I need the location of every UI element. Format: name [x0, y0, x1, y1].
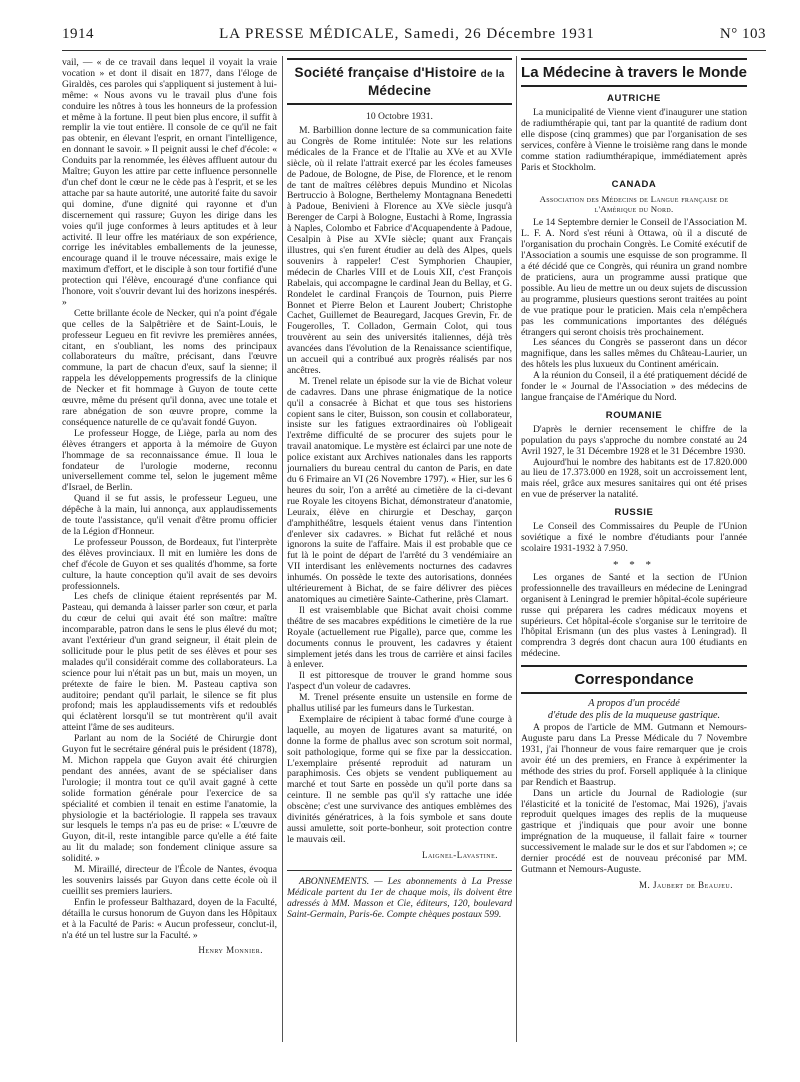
- paragraph: D'après le dernier recensement le chiffre de la population du pays s'approche du nombre constaté au 24 Avril 1927, le 31 Décembre 1928 et le 31 Décembre 1930.: [521, 423, 747, 457]
- paragraph: Quand il se fut assis, le professeur Legueu, une dépêche à la main, lui annonça, aux applaudissements de toute l'assistance, qu'il venait d'être promu officier de la Légion d'Honneur.: [62, 493, 277, 537]
- paragraph: Aujourd'hui le nombre des habitants est de 17.820.000 au lieu de 17.373.000 en 1928, soit un accroissement lent, mais réel, grâce aux mesures sanitaires qui ont été prises en vue de préserver la natalité.: [521, 456, 747, 501]
- paragraph: Les séances du Congrès se passeront dans un décor magnifique, dans les salles mêmes du Château-Laurier, un des hôtels les plus luxueux du Continent américain.: [521, 337, 747, 371]
- running-header: [62, 26, 766, 46]
- paragraph: Enfin le professeur Balthazard, doyen de la Faculté, détailla le cursus honorum de Guyon dans les Hôpitaux et à la Faculté de Paris: « Aucun professeur, conclut-il, n'a été un tel lustre sur la Faculté. »: [62, 896, 277, 941]
- paragraph: La municipalité de Vienne vient d'inaugurer une station de radiumthérapie qui, tant par la quantité de radium dont elle dispose (cinq grammes) que par l'organisation de ses services, confère à Vienne le troisième rang dans le monde comme station radiumthérapique, immédiatement après Paris et Stockholm.: [521, 107, 747, 173]
- subscription-text: ABONNEMENTS. — Les abonnements à La Presse Médicale partent du 1er de chaque mois, ils doivent être adressés à MM. Masson et Cie, éditeurs, 120, boulevard Saint-Germain, Paris-6e. Compte chèques postaux 599.: [287, 875, 512, 920]
- column-middle: [287, 58, 512, 1042]
- letter-heading-line2: d'étude des plis de la muqueuse gastrique.: [547, 709, 721, 721]
- paragraph: Il est vraisemblable que Bichat avait choisi comme théâtre de ses macabres expéditions le cimetière de la rue Royale (actuellement rue Pigalle), parce que, comme les documents connus le prouvent, les cadavres y étaient simplement jetés dans les trous de carrière et ainsi faciles à enlever.: [287, 604, 512, 671]
- paragraph: Parlant au nom de la Société de Chirurgie dont Guyon fut le secrétaire général puis le président (1878), M. Michon rappela que Guyon avait été chirurgien pendant des années, avant de se spécialiser dans l'urologie; il montra tout ce qu'il avait gagné à cette solide formation générale pour l'exercice de sa spécialité et combien il tenait en estime l'anatomie, la physiologie et la bactériologie. Il rappela ses travaux sur lesquels le temps n'a pas eu de prise: « L'œuvre de Guyon, dit-il, reste intangible parce qu'elle a été faite au lit du malade; son fondement clinique assure sa solidité. »: [62, 733, 277, 865]
- country-subheading: Association des Médecins de Langue française de l'Amérique du Nord.: [539, 194, 729, 215]
- country-heading: RUSSIE: [614, 507, 654, 519]
- paragraph: Cette brillante école de Necker, qui n'a point d'égale que celles de la Salpêtrière et de Saint-Louis, le professeur Legueu en fit revivre les premières années, citant, en s'oubliant, les noms des principaux collaborateurs du maître, précisant, dans l'œuvre commune, la part de chacun d'eux, sauf la sienne; il rappela les développements progressifs de la clinique de Necker et fit hommage à Guyon de toute cette œuvre, même du présent qu'il donna, avec une totale et rare abnégation de son œuvre propre, comme la conséquence naturelle de ce qu'avait fondé Guyon.: [62, 307, 277, 428]
- session-date: 10 Octobre 1931.: [366, 111, 433, 122]
- subscription-notice: [287, 870, 512, 921]
- section-title-small: de la: [480, 69, 505, 80]
- author-signature: Henry Monnier.: [198, 945, 263, 956]
- page-year: 1914: [62, 26, 94, 42]
- paragraph: A la réunion du Conseil, il a été pratiquement décidé de fonder le « Journal de l'Association » des médecins de langue française de l'Amérique du Nord.: [521, 370, 747, 403]
- issue-number: N° 103: [719, 26, 766, 42]
- section-header-monde: [521, 58, 747, 87]
- section-header-correspondance: [521, 665, 747, 694]
- paragraph: Le 14 Septembre dernier le Conseil de l'Association M. L. F. A. Nord s'est réuni à Ottawa, où il a discuté de l'organisation du prochain Congrès. Le Comité exécutif de l'Association a soumis une esquisse de son programme. Il a été décidé que ce Congrès, qui réunira un grand nombre de praticiens, aura un programme aussi pratique que possible. Au lieu de mettre un ou deux sujets de discussion au programme, plusieurs questions seront traitées au point de vue pratique pour le praticien. Mais cela n'empêchera pas les communications importantes des délégués étrangers qui seront choisis très prochainement.: [521, 217, 747, 338]
- section-title: La Médecine à travers le Monde: [521, 64, 747, 81]
- paragraph: Exemplaire de récipient à tabac formé d'une courge à laquelle, au moyen de ligatures avant sa maturité, on donne la forme de phallus avec son scrotum soit normal, soit pathologique, forme qui se fixe par la dessiccation. L'exemplaire présenté reproduit ad naturam un paraphimosis. Ces objets se vendent publiquement au marché et tout Sarte en possède un qu'il porte dans sa ceinture. Il ne semble pas qu'il s'y rattache une idée obscène; c'est une survivance des antiques emblèmes des divinités génératrices, à la fois symbole et sans doute aussi amulette, soit porte-bonheur, soit protection contre le mauvais œil.: [287, 713, 512, 845]
- paragraph: Le Conseil des Commissaires du Peuple de l'Union soviétique a fixé le nombre d'étudiants pour l'année scolaire 1931-1932 à 7.950.: [521, 521, 747, 554]
- paragraph: vail, — « de ce travail dans lequel il voyait la vraie vocation » et dont il disait en 1877, dans l'éloge de Giraldès, ces paroles qui s'appliquent si justement à lui-même: « Nous avons vu le travail plus d'une fois conduire les nôtres à tous les honneurs de la profession et même à la fortune. Il peut bien plus encore, il suffit à remplir la vie tout entière. Il console de ce qu'il ne fait pas obtenir, en élevant l'esprit, en ornant l'intelligence, en donnant le savoir. » Il peignit aussi le chef d'école: « Conduits par la renommée, les élèves affluent autour du Maître; Guyon les attire par cette influence personnelle d'un chef dont le cœur ne le cède pas à l'esprit, et se les attache par sa haute autorité, une autorité faite du savoir qui domine, d'une dignité qui rayonne et d'un discernement qui rassure; Guyon les dirige dans les voies qu'il juge conformes à leurs aptitudes et à leur activité. Il leur offre les matériaux de son expérience, corrige les inévitables emballements de la jeunesse, encourage quand il le trouve nécessaire, mais exige le maximum d'effort, et le disciple à son tour fortifié d'une protection qui l'élève, encouragé d'une confiance qui l'honore, voit s'ouvrir devant lui des horizons inespérés. »: [62, 58, 277, 308]
- section-header-societe: [287, 58, 512, 105]
- letter-heading: [521, 698, 747, 721]
- author-signature: Laignel-Lavastine.: [421, 849, 498, 860]
- paragraph: Les organes de Santé et la section de l'Union professionnelle des travailleurs en médecine de Leningrad organisent à Leningrad le premier hôpital-école supérieure russe qui préparera les cadres médicaux moyens et supérieurs. Cet hôpital-école s'organise sur le territoire de l'hôpital Erismann (un des plus vastes à Leningrad). Il comprendra 3 degrés dont chacun aura 100 étudiants en médecine.: [521, 571, 747, 660]
- paragraph: Il est pittoresque de trouver le grand homme sous l'aspect d'un voleur de cadavres.: [287, 670, 512, 693]
- author-signature: M. Jaubert de Beaujeu.: [638, 879, 733, 890]
- paragraph: M. Barbillion donne lecture de sa communication faite au Congrès de Rome intitulée: Note sur les relations médicales de la France et de l'Italie au XVe et au XVIe siècle, où il relate l'attrait exercé par les écoles fameuses de Padoue, de Bologne, de Pise, de Florence, et le renom de tant de maîtres célèbres depuis Mundino et Nicolas Bertruccio à Bologne, Berthelemy Montagnana Benedetti à Padoue, Benivieni à Florence au XVe siècle jusqu'à Berenger de Carpi à Bologne, Eustachi à Rome, Ingrassia à Naples, Colombo et Fabrice d'Acquapendente à Padoue, Cesalpin à Pise au XVIe siècle; quant aux Français illustres, qui s'en furent étudier au delà des Alpes, quels souvenirs à rappeler! C'est Symphorien Chaupier, médecin de Charles VIII et de Louis XII, c'est François Rabelais, qui accompagne le cardinal Jean du Bellay, et G. Rondelet le cardinal François de Tournon, puis Pierre Bonnet et Pierre Belon et Laurent Joubert; Christophe Cachet, Guillemet de Beauregard, Jacques Grevin, Fr. de Fougerolles, T. Colladon, Germain Colot, qui tous trouvèrent au sein des universités italiennes, déjà très avancées dans l'évolution de la Renaissance scientifique, un accueil qui a contribué aux progrès réalisés par nos ancêtres.: [287, 125, 512, 376]
- journal-title-date: LA PRESSE MÉDICALE, Samedi, 26 Décembre 1931: [219, 26, 595, 42]
- letter-heading-line1: A propos d'un procédé: [588, 698, 680, 710]
- section-title: Société française d'Histoire: [294, 65, 477, 80]
- paragraph: A propos de l'article de MM. Gutmann et Nemours-Auguste paru dans La Presse Médicale du 7 Novembre 1931, j'ai l'honneur de vous faire remarquer que je crois avoir été un des premiers, en France à expérimenter la méthode des stries du prof. Forsell appliquée à la clinique par Rendich et Baastrup.: [521, 722, 747, 788]
- paragraph: Le professeur Hogge, de Liège, parla au nom des élèves étrangers et apporta à la mémoire de Guyon l'hommage de sa reconnaissance émue. Il loua le fondateur de l'urologie moderne, reconnu universellement comme tel, selon le jugement même d'Israel, de Berlin.: [62, 427, 277, 494]
- column-divider: [282, 56, 283, 1042]
- paragraph: M. Miraillé, directeur de l'École de Nantes, évoqua les souvenirs laissés par Guyon dans cette école où il cueillit ses premiers lauriers.: [62, 864, 277, 897]
- paragraph: Les chefs de clinique étaient représentés par M. Pasteau, qui demanda à laisser parler son cœur, et parla du cœur de celui qui avait été son maître: maître incomparable, patron dans le sens le plus élevé du mot; avant l'extérieur d'un grand seigneur, il était plein de sollicitude pour le plus petit de ses élèves et pour ses malades qu'il considérait comme des collaborateurs. La science pour lui n'était pas un but, mais un moyen, un prétexte de faire le bien. M. Pasteau captiva son auditoire; pendant qu'il parlait, le silence se fit plus profond; mais les applaudissements vifs et redoublés qui éclatèrent lorsqu'il se tut montrèrent qu'il avait atteint l'âme de ses auditeurs.: [62, 591, 277, 734]
- country-heading: AUTRICHE: [607, 93, 661, 104]
- column-divider: [516, 56, 517, 1042]
- column-left: [62, 58, 277, 1042]
- country-heading: ROUMANIE: [605, 409, 663, 421]
- header-rule: [62, 50, 766, 51]
- section-title-end: Médecine: [367, 83, 432, 98]
- column-right: [521, 58, 747, 1042]
- section-separator-stars: * * *: [613, 558, 655, 571]
- section-title: Correspondance: [574, 671, 694, 689]
- paragraph: Le professeur Pousson, de Bordeaux, fut l'interprète des élèves provinciaux. Il mit en lumière les dons de chef d'école de Guyon et ses qualités d'homme, sa forte culture, la haute conception qu'il avait de ses devoirs professionnels.: [62, 536, 277, 592]
- paragraph: M. Trenel relate un épisode sur la vie de Bichat voleur de cadavres. Dans une phrase énigmatique de la notice qu'il a consacrée à Bichat et que tous ses historiens copient sans le citer, Buisson, son cousin et collaborateur, insiste sur les fatigues extraordinaires où l'obligeait l'extrême difficulté de se procurer des sujets pour le travail anatomique. Le mystère est éclairci par une note de police existant aux Archives nationales dans les rapports journaliers du bureau central du canton de Paris, en date du 6 Frimaire an VI (26 Novembre 1797). « Hier, sur les 6 heures du soir, l'on a arrêté au cimetière de la ci-devant rue Royale les citoyens Bichat, démonstrateur d'anatomie, Leuraix, élève en chirurgie et Deschay, garçon d'amphithéâtre, lesquels étaient venus dans l'intention d'enlever six cadavres. » Bichat fut relâché et nous ignorons la suite de l'affaire. Mais il est probable que ce fut là le point de départ de l'arrêté du 3 vendémiaire an VII interdisant les enlèvements nocturnes des cadavres inhumés. On possède le texte des autorisations, données ultérieurement à Bichat, de se faire délivrer des pièces anatomiques au cimetière Sainte-Catherine, près Clamart.: [287, 375, 512, 605]
- paragraph: Dans un article du Journal de Radiologie (sur l'élasticité et la tonicité de l'estomac, Mai 1926), j'avais reproduit quelques images des replis de la muqueuse gastrique et j'indiquais que pour avoir une bonne imprégnation de la muqueuse, il fallait faire « tourner successivement le malade sur le dos et sur l'abdomen »; ce dernier procédé est de nouveau préconisé par MM. Gutmann et Nemours-Auguste.: [521, 787, 747, 875]
- paragraph: M. Trenel présente ensuite un ustensile en forme de phallus utilisé par les fumeurs dans le Turkestan.: [287, 692, 512, 715]
- country-heading: CANADA: [611, 179, 657, 191]
